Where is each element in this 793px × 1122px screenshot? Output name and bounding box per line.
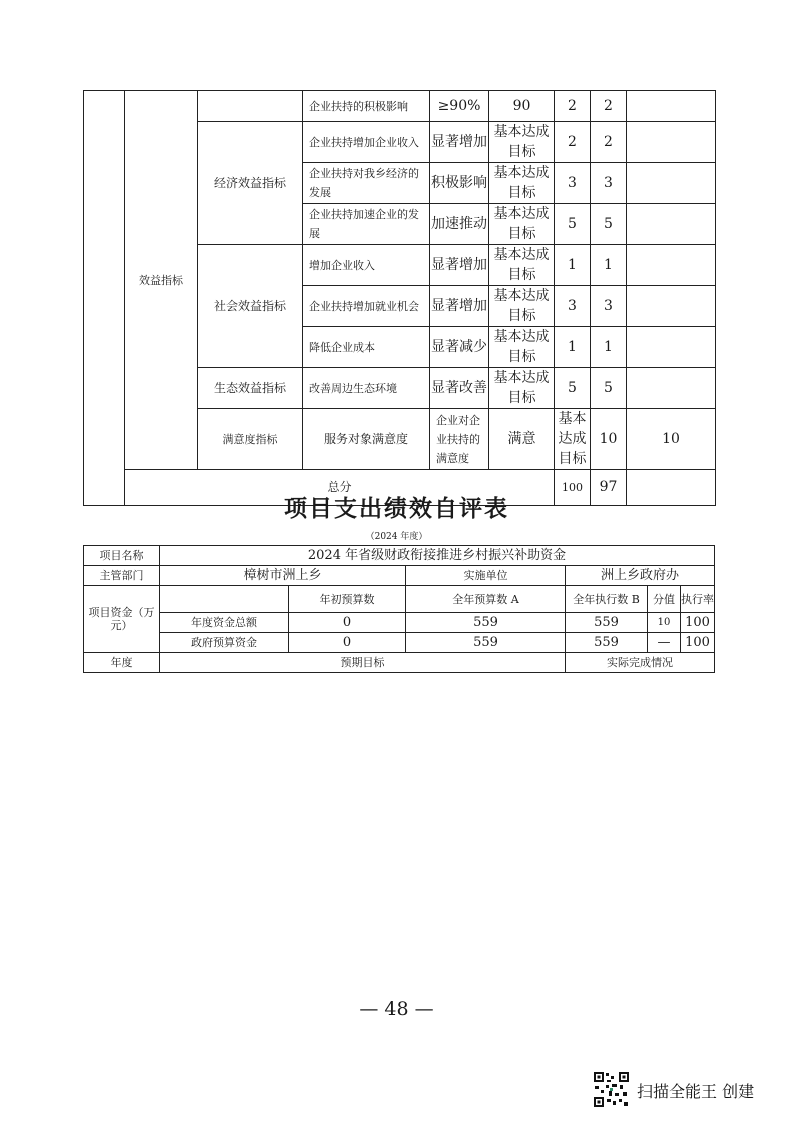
impl-value: 洲上乡政府办 [566,566,715,586]
header-blank [160,586,289,613]
qr-code-icon [593,1071,630,1108]
rate-value: 100 [681,633,715,653]
score-value: 2 [591,122,627,163]
total-weight: 100 [555,470,591,506]
actual-value: 基本达成目标 [489,122,555,163]
funds-label: 项目资金（万元） [84,586,160,653]
weight-value: 1 [555,327,591,368]
score-value: 5 [591,368,627,409]
budget-value: 559 [406,613,566,633]
impl-label: 实施单位 [406,566,566,586]
indicator-name: 企业扶持加速企业的发展 [303,204,430,245]
score-value: 3 [591,163,627,204]
dept-value: 樟树市洲上乡 [160,566,406,586]
weight-value: 3 [555,286,591,327]
initial-value: 0 [289,613,406,633]
blank-cell [84,91,125,506]
weight-value: 5 [555,204,591,245]
weight-value: 10 [648,613,681,633]
watermark-text: 扫描全能王 创建 [637,1082,755,1101]
note-cell [627,286,716,327]
score-value: 3 [591,286,627,327]
page-title: 项目支出绩效自评表 [284,496,509,522]
weight-value: 5 [555,368,591,409]
total-score: 97 [591,470,627,506]
executed-value: 559 [566,633,648,653]
target-value: 满意 [489,409,555,470]
note-cell [627,122,716,163]
target-value: 加速推动 [430,204,489,245]
year-note: （2024 年度） [365,532,428,542]
header-rate: 执行率 [681,586,715,613]
performance-indicator-table [83,90,716,506]
target-value: 显著增加 [430,122,489,163]
note-cell [627,163,716,204]
expenditure-self-eval-table [83,545,715,673]
category-satisfaction: 满意度指标 [198,409,303,470]
actual-value: 基本达成目标 [489,204,555,245]
weight-value: — [648,633,681,653]
subcategory-social: 社会效益指标 [198,245,303,368]
note-cell [627,91,716,122]
target-value: 显著减少 [430,327,489,368]
executed-value: 559 [566,613,648,633]
indicator-name: 企业扶持增加就业机会 [303,286,430,327]
actual-value: 90 [489,91,555,122]
scanner-watermark [593,1071,773,1111]
rate-value: 100 [681,613,715,633]
indicator-name: 企业对企业扶持的满意度 [430,409,489,470]
project-name: 2024 年省级财政衔接推进乡村振兴补助资金 [160,546,715,566]
note-cell [627,245,716,286]
target-value: 显著增加 [430,245,489,286]
score-value: 1 [591,245,627,286]
weight-value: 2 [555,91,591,122]
indicator-name: 降低企业成本 [303,327,430,368]
total-label: 总分 [125,470,555,506]
actual-value: 基本达成目标 [489,327,555,368]
weight-value: 2 [555,122,591,163]
indicator-name: 企业扶持的积极影响 [303,91,430,122]
actual-value: 基本达成目标 [489,368,555,409]
initial-value: 0 [289,633,406,653]
year-label: 年度 [84,653,160,673]
target-value: 显著改善 [430,368,489,409]
indicator-name: 增加企业收入 [303,245,430,286]
note-cell [627,368,716,409]
indicator-name: 企业扶持对我乡经济的发展 [303,163,430,204]
weight-value: 10 [591,409,627,470]
target-value: 显著增加 [430,286,489,327]
weight-value: 3 [555,163,591,204]
score-value: 1 [591,327,627,368]
header-executed: 全年执行数 B [566,586,648,613]
indicator-name: 改善周边生态环境 [303,368,430,409]
subcategory-satisfaction: 服务对象满意度 [303,409,430,470]
project-name-label: 项目名称 [84,546,160,566]
actual-value: 基本达成目标 [555,409,591,470]
header-budget: 全年预算数 A [406,586,566,613]
note-cell [627,327,716,368]
dept-label: 主管部门 [84,566,160,586]
subcategory-ecological: 生态效益指标 [198,368,303,409]
row-label: 政府预算资金 [160,633,289,653]
header-initial: 年初预算数 [289,586,406,613]
page-number: — 48 — [359,998,434,1020]
header-weight: 分值 [648,586,681,613]
actual-value: 基本达成目标 [489,245,555,286]
budget-value: 559 [406,633,566,653]
actual-label: 实际完成情况 [566,653,715,673]
actual-value: 基本达成目标 [489,286,555,327]
weight-value: 1 [555,245,591,286]
subcategory-economic: 经济效益指标 [198,122,303,245]
row-label: 年度资金总额 [160,613,289,633]
score-value: 5 [591,204,627,245]
subcategory-blank [198,91,303,122]
indicator-name: 企业扶持增加企业收入 [303,122,430,163]
expected-label: 预期目标 [160,653,566,673]
target-value: ≥90% [430,91,489,122]
category-benefit: 效益指标 [125,91,198,470]
score-value: 2 [591,91,627,122]
actual-value: 基本达成目标 [489,163,555,204]
note-cell [627,204,716,245]
target-value: 积极影响 [430,163,489,204]
score-value: 10 [627,409,716,470]
